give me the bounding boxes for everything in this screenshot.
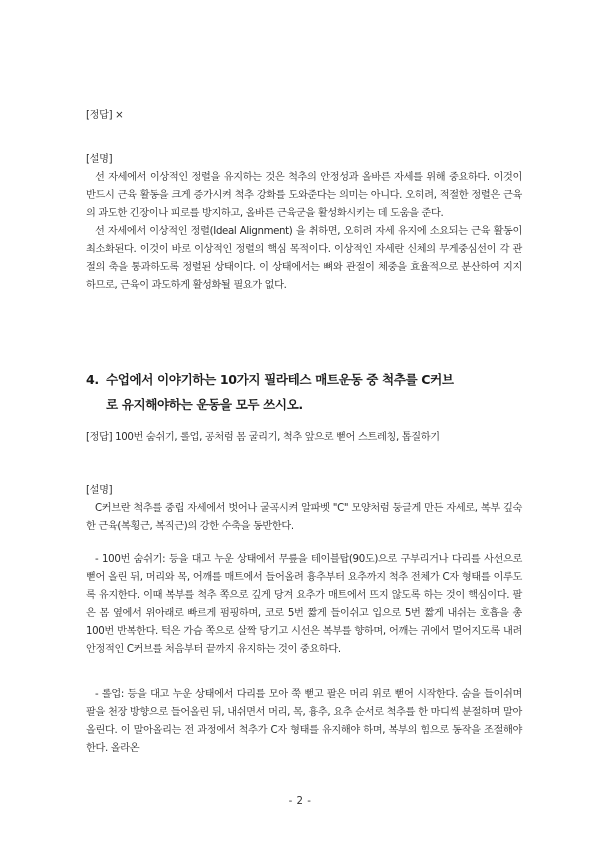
explanation-block-2 <box>86 482 522 536</box>
exercise-item-hundred <box>86 551 522 659</box>
page-number: - 2 - <box>288 796 312 807</box>
explanation-label: [설명] <box>86 154 113 165</box>
answer-block-2 <box>86 429 522 447</box>
exercise-description: - 100번 숨쉬기: 등을 대고 누운 상태에서 무릎을 테이블탑(90도)으로 구부리거나 다리를 사선으로 뻗어 올린 뒤, 머리와 목, 어깨를 매트에서 들어올려 흉추부터 요추까지 척추 전체가 C자 형태를 이루도록 유지한다. 이때 복부를 척추 쪽으로 깊게 당겨 요추가 매트에서 뜨지 않도록 하는 것이 핵심이다. 팔은 몸 옆에서 위아래로 빠르게 펌핑하며, 코로 5번 짧게 들이쉬고 입으로 5번 짧게 내쉬는 호흡을 총 100번 반복한다. 턱은 가슴 쪽으로 살짝 당기고 시선은 복부를 향하며, 어깨는 귀에서 멀어지도록 내려 안정적인 C커브를 처음부터 끝까지 유지하는 것이 중요하다. <box>86 554 522 655</box>
answer-label: [정답] × <box>86 110 124 121</box>
explanation-intro: C커브란 척추를 중립 자세에서 벗어나 굴곡시켜 알파벳 "C" 모양처럼 둥글게 만든 자세로, 복부 깊숙한 근육(복횡근, 복직근)의 강한 수축을 동반한다. <box>86 503 522 532</box>
question-number: 4. <box>86 372 99 387</box>
answer-block-1 <box>86 107 522 125</box>
explanation-block-1 <box>86 151 522 295</box>
question-text-line-1: 수업에서 이야기하는 10가지 필라테스 매트운동 중 척추를 C커브 <box>106 372 454 387</box>
explanation-paragraph-2: 선 자세에서 이상적인 정렬(Ideal Alignment) 을 취하면, 오히려 자세 유지에 소요되는 근육 활동이 최소화된다. 이것이 바로 이상적인 정렬의 핵심 목적이다. 이상적인 자세란 신체의 무게중심선이 각 관절의 축을 통과하도록 정렬된 상태이다. 이 상태에서는 뼈와 관절이 체중을 효율적으로 분산하여 지지하므로, 근육이 과도하게 활성화될 필요가 없다. <box>86 226 522 291</box>
answer-label: [정답] 100번 숨쉬기, 롤업, 공처럼 몸 굴리기, 척추 앞으로 뻗어 스트레칭, 톱질하기 <box>86 432 440 443</box>
question-4-heading <box>86 367 526 417</box>
explanation-label: [설명] <box>86 485 113 496</box>
explanation-paragraph-1: 선 자세에서 이상적인 정렬을 유지하는 것은 척추의 안정성과 올바른 자세를 위해 중요하다. 이것이 반드시 근육 활동을 크게 증가시켜 척추 강화를 도와준다는 의미는 아니다. 오히려, 적절한 정렬은 근육의 과도한 긴장이나 피로를 방지하고, 올바른 근육군을 활성화시키는 데 도움을 준다. <box>86 172 522 219</box>
question-text-line-2: 로 유지해야하는 운동을 모두 쓰시오. <box>106 397 303 412</box>
exercise-description: - 롤업: 등을 대고 누운 상태에서 다리를 모아 쭉 뻗고 팔은 머리 위로 뻗어 시작한다. 숨을 들이쉬며 팔을 천장 방향으로 들어올린 뒤, 내쉬면서 머리, 목, 흉추, 요추 순서로 척추를 한 마디씩 분절하며 말아올린다. 이 말아올리는 전 과정에서 척추가 C자 형태를 유지해야 하며, 복부의 힘으로 동작을 조절해야 한다. 올라온 <box>86 689 522 754</box>
exercise-item-rollup <box>86 686 522 758</box>
